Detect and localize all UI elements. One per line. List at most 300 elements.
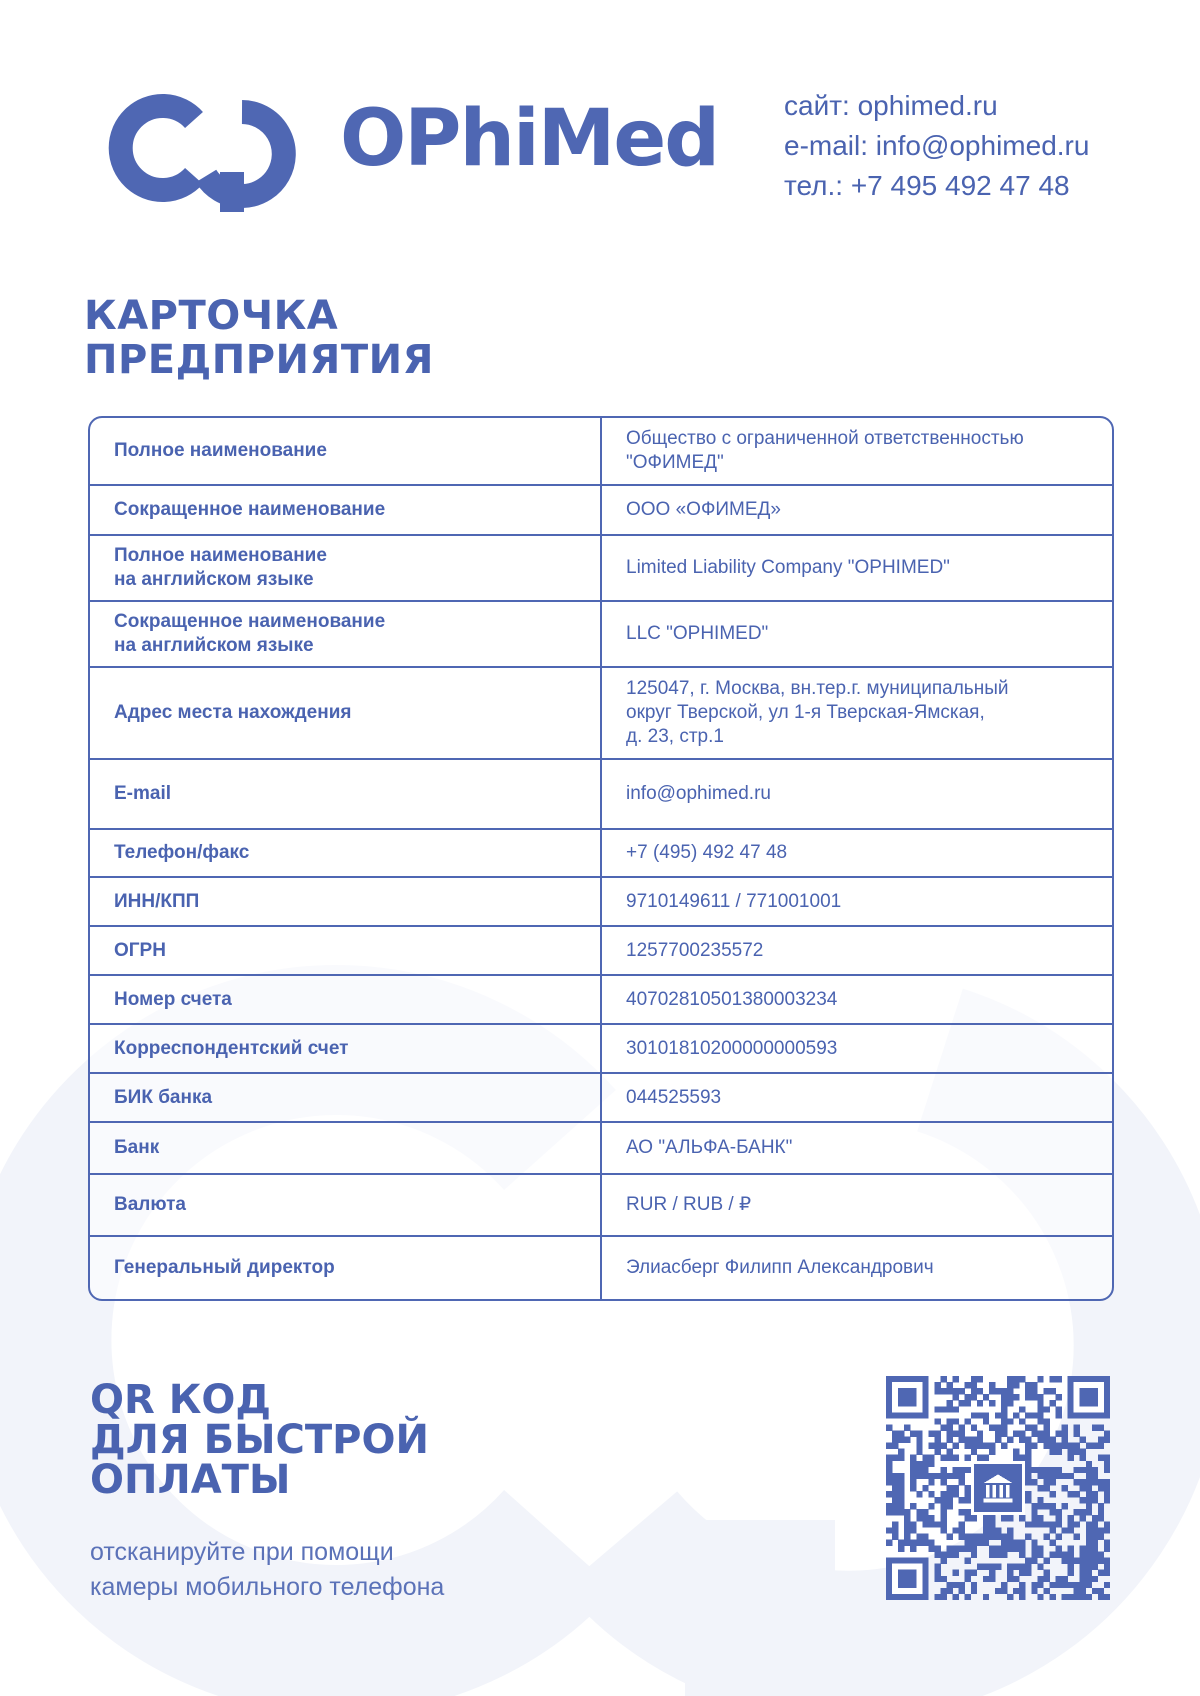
qr-module — [953, 1546, 959, 1552]
qr-module — [1031, 1546, 1037, 1552]
qr-module — [904, 1521, 910, 1527]
qr-module — [1043, 1588, 1049, 1594]
qr-module — [1068, 1552, 1074, 1558]
qr-module — [1013, 1394, 1019, 1400]
qr-module — [1043, 1388, 1049, 1394]
qr-module — [953, 1430, 959, 1436]
qr-module — [1037, 1552, 1043, 1558]
qr-module — [989, 1570, 995, 1576]
qr-module — [1080, 1582, 1086, 1588]
qr-module — [1098, 1479, 1104, 1485]
qr-module — [1043, 1503, 1049, 1509]
qr-module — [1098, 1594, 1104, 1600]
qr-module — [947, 1382, 953, 1388]
qr-module — [1080, 1509, 1086, 1515]
table-row — [90, 1072, 1112, 1121]
qr-module — [892, 1521, 898, 1527]
qr-module — [1080, 1449, 1086, 1455]
row-label: Сокращенное наименование на английском языке — [90, 602, 602, 666]
qr-module — [1037, 1437, 1043, 1443]
qr-module — [1019, 1406, 1025, 1412]
qr-module — [1080, 1515, 1086, 1521]
qr-module — [928, 1503, 934, 1509]
qr-module — [928, 1455, 934, 1461]
qr-module — [1080, 1497, 1086, 1503]
qr-module — [1037, 1376, 1043, 1382]
qr-module — [965, 1437, 971, 1443]
qr-module — [892, 1443, 898, 1449]
contact-site[interactable]: сайт: ophimed.ru — [784, 90, 998, 121]
qr-module — [989, 1424, 995, 1430]
qr-module — [934, 1570, 940, 1576]
qr-module — [1068, 1564, 1074, 1570]
qr-module — [1086, 1491, 1092, 1497]
qr-module — [1007, 1533, 1013, 1539]
qr-module — [1098, 1570, 1104, 1576]
qr-module — [1056, 1394, 1062, 1400]
qr-module — [1068, 1546, 1074, 1552]
qr-module — [1043, 1406, 1049, 1412]
qr-module — [916, 1443, 922, 1449]
qr-module — [1049, 1400, 1055, 1406]
qr-module — [977, 1437, 983, 1443]
qr-module — [934, 1430, 940, 1436]
qr-module — [953, 1594, 959, 1600]
qr-module — [1037, 1394, 1043, 1400]
qr-module — [940, 1552, 946, 1558]
qr-module — [1019, 1552, 1025, 1558]
table-row — [90, 1023, 1112, 1072]
qr-module — [1098, 1558, 1104, 1564]
table-row — [90, 876, 1112, 925]
qr-module — [1025, 1570, 1031, 1576]
page-title-line: ПРЕДПРИЯТИЯ — [84, 337, 434, 383]
row-value: RUR / RUB / ₽ — [626, 1194, 752, 1215]
qr-module — [1031, 1430, 1037, 1436]
qr-module — [1062, 1437, 1068, 1443]
qr-module — [1007, 1376, 1013, 1382]
qr-module — [940, 1588, 946, 1594]
qr-module — [947, 1418, 953, 1424]
qr-module — [1062, 1503, 1068, 1509]
qr-module — [947, 1406, 953, 1412]
qr-module — [947, 1430, 953, 1436]
qr-module — [1068, 1443, 1074, 1449]
qr-module — [965, 1382, 971, 1388]
qr-module — [1001, 1515, 1007, 1521]
qr-module — [983, 1515, 989, 1521]
qr-module — [1007, 1394, 1013, 1400]
qr-module — [965, 1491, 971, 1497]
payment-qr-code[interactable] — [886, 1376, 1110, 1600]
qr-module — [910, 1461, 916, 1467]
qr-module — [959, 1521, 965, 1527]
qr-module — [1104, 1491, 1110, 1497]
qr-module — [1068, 1582, 1074, 1588]
qr-module — [1031, 1503, 1037, 1509]
qr-module — [953, 1443, 959, 1449]
qr-module — [934, 1382, 940, 1388]
qr-module — [1001, 1552, 1007, 1558]
row-label: Телефон/факс — [90, 830, 602, 876]
qr-module — [1025, 1491, 1031, 1497]
qr-module — [916, 1473, 922, 1479]
qr-module — [1056, 1521, 1062, 1527]
qr-module — [940, 1491, 946, 1497]
qr-module — [940, 1406, 946, 1412]
qr-module — [1025, 1533, 1031, 1539]
qr-module — [1056, 1443, 1062, 1449]
qr-module — [904, 1437, 910, 1443]
qr-module — [904, 1509, 910, 1515]
qr-module — [886, 1479, 892, 1485]
qr-module — [1086, 1552, 1092, 1558]
qr-module — [1043, 1570, 1049, 1576]
qr-module — [1062, 1473, 1068, 1479]
qr-module — [965, 1455, 971, 1461]
qr-module — [1001, 1400, 1007, 1406]
qr-module — [1104, 1594, 1110, 1600]
qr-module — [1025, 1473, 1031, 1479]
qr-module — [1013, 1382, 1019, 1388]
qr-module — [947, 1388, 953, 1394]
qr-module — [1031, 1582, 1037, 1588]
qr-module — [1013, 1546, 1019, 1552]
qr-module — [953, 1527, 959, 1533]
qr-module — [1068, 1558, 1074, 1564]
qr-module — [953, 1467, 959, 1473]
qr-module — [1098, 1503, 1104, 1509]
qr-module — [995, 1546, 1001, 1552]
qr-module — [989, 1576, 995, 1582]
qr-module — [928, 1479, 934, 1485]
qr-module — [947, 1552, 953, 1558]
qr-module — [1098, 1509, 1104, 1515]
qr-module — [940, 1479, 946, 1485]
qr-module — [1013, 1576, 1019, 1582]
qr-module — [1001, 1533, 1007, 1539]
qr-module — [1025, 1467, 1031, 1473]
qr-module — [928, 1515, 934, 1521]
qr-module — [1092, 1558, 1098, 1564]
row-value: ООО «ОФИМЕД» — [626, 499, 781, 520]
qr-module — [1080, 1485, 1086, 1491]
qr-module — [1092, 1588, 1098, 1594]
qr-module — [1092, 1515, 1098, 1521]
qr-module — [989, 1388, 995, 1394]
qr-module — [1098, 1424, 1104, 1430]
qr-module — [1043, 1418, 1049, 1424]
qr-module — [947, 1497, 953, 1503]
qr-module — [940, 1527, 946, 1533]
qr-module — [1007, 1382, 1013, 1388]
qr-module — [1049, 1552, 1055, 1558]
qr-module — [1074, 1467, 1080, 1473]
qr-module — [1001, 1388, 1007, 1394]
qr-module — [1043, 1443, 1049, 1449]
qr-module — [1056, 1509, 1062, 1515]
qr-module — [1025, 1394, 1031, 1400]
qr-module — [977, 1443, 983, 1449]
table-row — [90, 418, 1112, 484]
qr-module — [1068, 1527, 1074, 1533]
qr-module — [940, 1473, 946, 1479]
qr-module — [1037, 1594, 1043, 1600]
qr-module — [922, 1485, 928, 1491]
qr-module — [1031, 1558, 1037, 1564]
qr-module — [1062, 1594, 1068, 1600]
qr-module — [910, 1479, 916, 1485]
qr-module — [947, 1582, 953, 1588]
qr-module — [959, 1527, 965, 1533]
qr-module — [989, 1515, 995, 1521]
qr-module — [886, 1455, 892, 1461]
table-row — [90, 484, 1112, 534]
qr-module — [989, 1382, 995, 1388]
qr-module — [989, 1449, 995, 1455]
qr-module — [1062, 1424, 1068, 1430]
qr-module — [983, 1443, 989, 1449]
qr-module — [1080, 1564, 1086, 1570]
qr-module — [1092, 1491, 1098, 1497]
qr-module — [971, 1443, 977, 1449]
qr-module — [959, 1388, 965, 1394]
qr-module — [1013, 1376, 1019, 1382]
qr-module — [916, 1491, 922, 1497]
table-row — [90, 600, 1112, 666]
qr-module — [940, 1503, 946, 1509]
qr-module — [1086, 1467, 1092, 1473]
qr-module — [947, 1473, 953, 1479]
qr-module — [1074, 1509, 1080, 1515]
qr-module — [1080, 1479, 1086, 1485]
qr-module — [1031, 1509, 1037, 1515]
qr-module — [1086, 1497, 1092, 1503]
qr-module — [947, 1588, 953, 1594]
qr-module — [1031, 1588, 1037, 1594]
qr-module — [1104, 1582, 1110, 1588]
qr-module — [1037, 1467, 1043, 1473]
qr-module — [965, 1546, 971, 1552]
qr-module — [1025, 1564, 1031, 1570]
qr-module — [959, 1546, 965, 1552]
qr-module — [959, 1473, 965, 1479]
qr-module — [934, 1473, 940, 1479]
qr-module — [1074, 1430, 1080, 1436]
row-value[interactable]: info@ophimed.ru — [626, 783, 771, 804]
qr-module — [892, 1479, 898, 1485]
qr-module — [1013, 1455, 1019, 1461]
qr-module — [959, 1430, 965, 1436]
qr-module — [953, 1388, 959, 1394]
qr-module — [1080, 1437, 1086, 1443]
qr-module — [1037, 1503, 1043, 1509]
row-label: Сокращенное наименование — [90, 486, 602, 534]
qr-module — [959, 1400, 965, 1406]
qr-module — [1080, 1467, 1086, 1473]
qr-module — [947, 1546, 953, 1552]
qr-module — [947, 1424, 953, 1430]
qr-module — [1092, 1552, 1098, 1558]
qr-module — [1104, 1461, 1110, 1467]
qr-module — [1086, 1527, 1092, 1533]
company-info-table — [88, 416, 1114, 1301]
qr-module — [1007, 1400, 1013, 1406]
qr-module — [1086, 1443, 1092, 1449]
qr-module — [995, 1564, 1001, 1570]
qr-module — [1074, 1594, 1080, 1600]
qr-module — [1074, 1521, 1080, 1527]
qr-module — [1056, 1546, 1062, 1552]
qr-module — [1031, 1539, 1037, 1545]
qr-module — [971, 1424, 977, 1430]
qr-module — [904, 1539, 910, 1545]
qr-module — [1074, 1424, 1080, 1430]
qr-module — [989, 1521, 995, 1527]
qr-module — [1013, 1430, 1019, 1436]
qr-module — [1086, 1503, 1092, 1509]
qr-module — [1007, 1418, 1013, 1424]
qr-module — [971, 1539, 977, 1545]
qr-module — [1074, 1588, 1080, 1594]
qr-module — [1056, 1406, 1062, 1412]
qr-module — [965, 1576, 971, 1582]
qr-module — [934, 1443, 940, 1449]
qr-module — [934, 1594, 940, 1600]
qr-module — [1080, 1552, 1086, 1558]
qr-module — [940, 1497, 946, 1503]
qr-module — [940, 1558, 946, 1564]
qr-module — [934, 1418, 940, 1424]
qr-module — [1001, 1412, 1007, 1418]
qr-module — [977, 1564, 983, 1570]
qr-module — [983, 1412, 989, 1418]
qr-module — [1074, 1479, 1080, 1485]
row-value: Limited Liability Company "OPHIMED" — [626, 557, 950, 578]
qr-module — [916, 1533, 922, 1539]
qr-module — [898, 1455, 904, 1461]
qr-module — [1092, 1479, 1098, 1485]
qr-module — [1098, 1437, 1104, 1443]
qr-module — [916, 1515, 922, 1521]
row-label: ОГРН — [90, 927, 602, 974]
qr-module — [916, 1461, 922, 1467]
qr-module — [910, 1485, 916, 1491]
qr-module — [922, 1533, 928, 1539]
qr-module — [910, 1539, 916, 1545]
qr-module — [1037, 1546, 1043, 1552]
qr-module — [898, 1539, 904, 1545]
qr-module — [1098, 1515, 1104, 1521]
contact-email[interactable]: e-mail: info@ophimed.ru — [784, 130, 1090, 161]
qr-module — [1062, 1527, 1068, 1533]
qr-module — [1007, 1564, 1013, 1570]
qr-module — [1013, 1412, 1019, 1418]
qr-module — [910, 1546, 916, 1552]
qr-module — [1056, 1576, 1062, 1582]
qr-module — [1043, 1576, 1049, 1582]
qr-module — [1092, 1521, 1098, 1527]
qr-module — [892, 1533, 898, 1539]
qr-module — [965, 1497, 971, 1503]
qr-module — [1025, 1437, 1031, 1443]
qr-module — [1056, 1473, 1062, 1479]
row-label: Корреспондентский счет — [90, 1025, 602, 1072]
qr-module — [989, 1400, 995, 1406]
qr-module — [1007, 1539, 1013, 1545]
qr-module — [928, 1473, 934, 1479]
qr-module — [916, 1449, 922, 1455]
qr-module — [953, 1552, 959, 1558]
qr-module — [1019, 1376, 1025, 1382]
row-value: 044525593 — [626, 1086, 722, 1108]
qr-module — [1056, 1430, 1062, 1436]
row-value: 125047, г. Москва, вн.тер.г. муниципальный округ Тверской, ул 1-я Тверская-Ямская, д. 23, стр.1 — [626, 678, 1009, 747]
qr-module — [1056, 1582, 1062, 1588]
qr-module — [1043, 1485, 1049, 1491]
qr-module — [904, 1424, 910, 1430]
qr-module — [1092, 1424, 1098, 1430]
logo-wordmark: OPhiMed — [340, 94, 719, 184]
qr-caption-line: отсканируйте при помощи — [90, 1538, 394, 1566]
table-row — [90, 828, 1112, 876]
qr-module — [1007, 1594, 1013, 1600]
qr-module — [1001, 1539, 1007, 1545]
qr-module — [1080, 1594, 1086, 1600]
qr-module — [959, 1533, 965, 1539]
qr-module — [971, 1546, 977, 1552]
qr-module — [953, 1473, 959, 1479]
qr-module — [1043, 1437, 1049, 1443]
qr-module — [959, 1582, 965, 1588]
qr-module — [989, 1527, 995, 1533]
table-row — [90, 925, 1112, 974]
qr-module — [965, 1485, 971, 1491]
qr-module — [1031, 1388, 1037, 1394]
qr-module — [892, 1437, 898, 1443]
row-label: Генеральный директор — [90, 1237, 602, 1299]
qr-module — [916, 1539, 922, 1545]
qr-module — [940, 1576, 946, 1582]
qr-section-title — [90, 1377, 429, 1503]
qr-module — [910, 1473, 916, 1479]
qr-module — [1025, 1558, 1031, 1564]
qr-module — [1019, 1582, 1025, 1588]
contact-phone[interactable]: тел.: +7 495 492 47 48 — [784, 170, 1070, 201]
qr-module — [983, 1533, 989, 1539]
qr-module — [1007, 1546, 1013, 1552]
qr-module — [983, 1564, 989, 1570]
qr-module — [971, 1394, 977, 1400]
qr-module — [1025, 1455, 1031, 1461]
row-value: +7 (495) 492 47 48 — [626, 842, 788, 863]
qr-module — [965, 1394, 971, 1400]
qr-module — [965, 1418, 971, 1424]
qr-title-line: QR КОД — [90, 1377, 272, 1423]
qr-module — [1068, 1594, 1074, 1600]
qr-module — [898, 1473, 904, 1479]
qr-module — [1080, 1558, 1086, 1564]
qr-module — [1037, 1485, 1043, 1491]
qr-module — [1037, 1564, 1043, 1570]
qr-module — [1086, 1539, 1092, 1545]
qr-module — [898, 1485, 904, 1491]
qr-module — [1080, 1455, 1086, 1461]
qr-module — [1104, 1558, 1110, 1564]
qr-module — [1031, 1515, 1037, 1521]
qr-module — [892, 1491, 898, 1497]
qr-module — [995, 1437, 1001, 1443]
